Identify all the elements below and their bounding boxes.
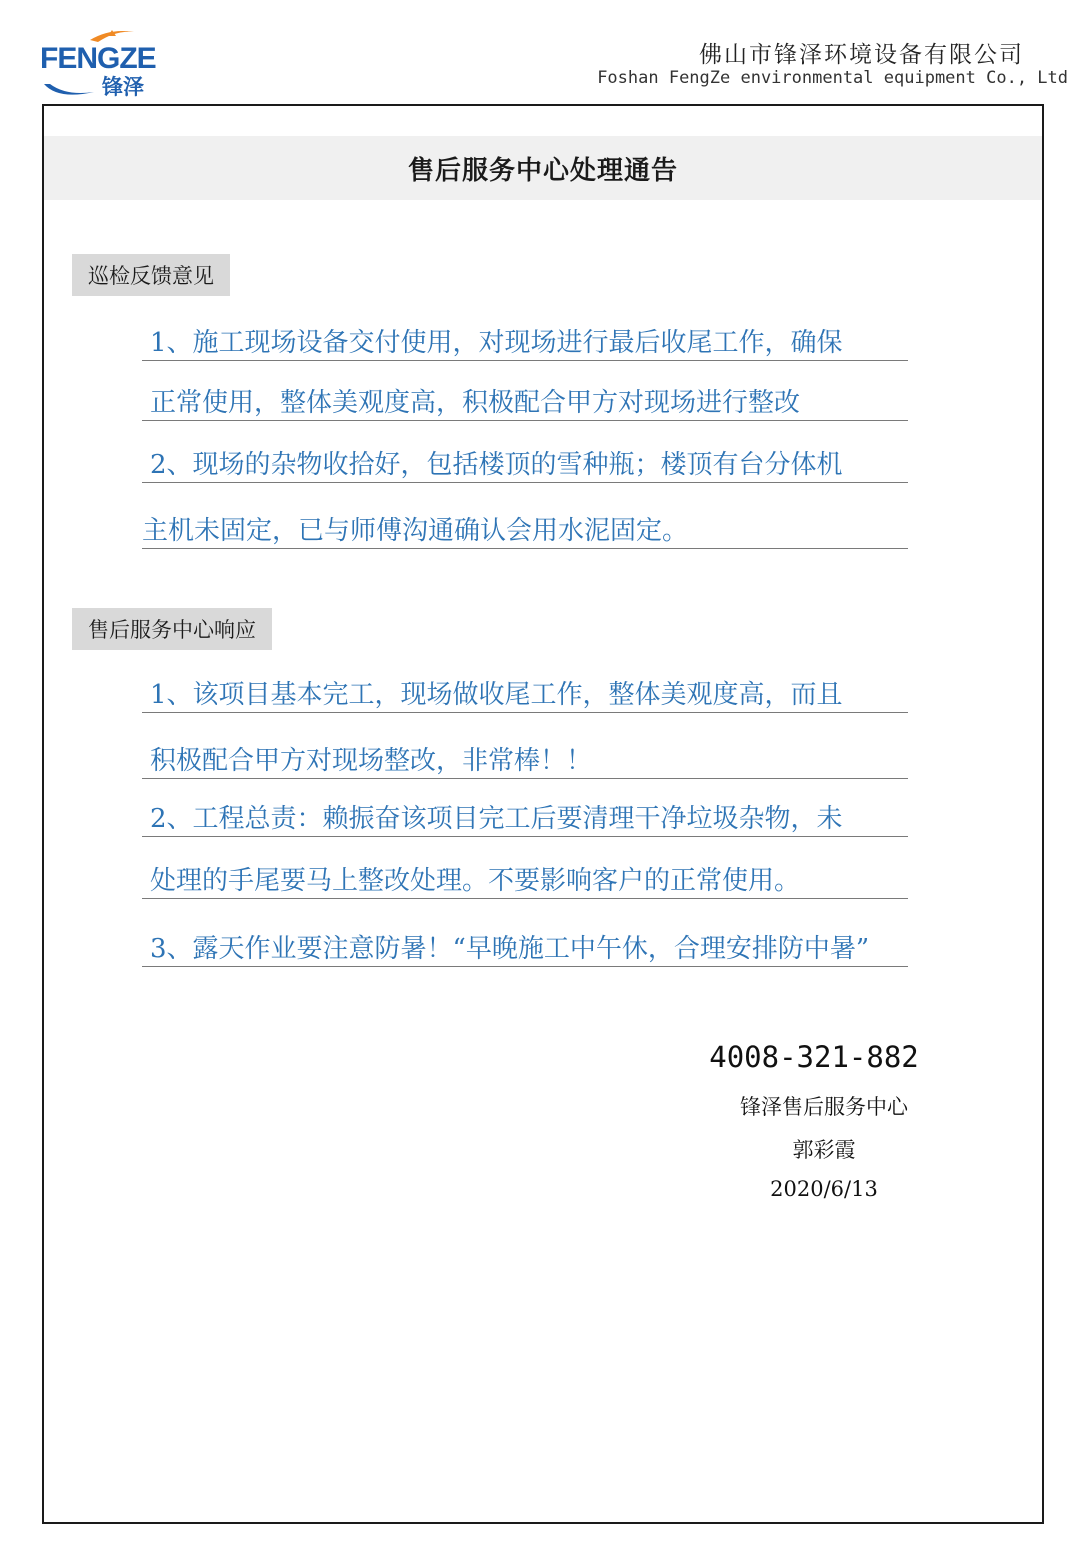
service-center-name: 锋泽售后服务中心 [740,1095,908,1119]
service-phone: 4008-321-882 [709,1040,919,1074]
service-response-label: 售后服务中心响应 [72,608,272,650]
title-bar [44,136,1042,200]
inspection-line-3: 2、现场的杂物收拾好，包括楼顶的雪种瓶；楼顶有台分体机 [142,448,908,483]
inspection-line-1: 1、施工现场设备交付使用，对现场进行最后收尾工作，确保 [142,326,908,361]
signatory-name: 郭彩霞 [792,1138,856,1162]
company-name-cn: 佛山市锋泽环境设备有限公司 [699,42,1024,68]
response-line-1: 1、该项目基本完工，现场做收尾工作，整体美观度高，而且 [142,678,908,713]
response-line-5: 3、露天作业要注意防暑！“早晚施工中午休，合理安排防中暑” [142,932,908,967]
inspection-line-2: 正常使用，整体美观度高，积极配合甲方对现场进行整改 [142,386,908,421]
fengze-logo-icon [38,26,162,102]
svg-text:锋泽: 锋泽 [102,75,144,99]
company-name-en: Foshan FengZe environmental equipment Co., Ltd [597,68,1068,88]
svg-text:FENGZE: FENGZE [40,42,156,75]
response-line-2: 积极配合甲方对现场整改，非常棒！！ [142,744,908,779]
inspection-line-4: 主机未固定，已与师傅沟通确认会用水泥固定。 [142,514,908,549]
fengze-logo [38,26,162,102]
page-title: 售后服务中心处理通告 [407,155,678,186]
notice-date: 2020/6/13 [770,1177,878,1201]
response-line-4: 处理的手尾要马上整改处理。不要影响客户的正常使用。 [142,864,908,899]
response-line-3: 2、工程总责：赖振奋该项目完工后要清理干净垃圾杂物，未 [142,802,908,837]
page-header [0,0,1080,104]
inspection-feedback-label: 巡检反馈意见 [72,254,230,296]
notice-frame [42,104,1044,1524]
